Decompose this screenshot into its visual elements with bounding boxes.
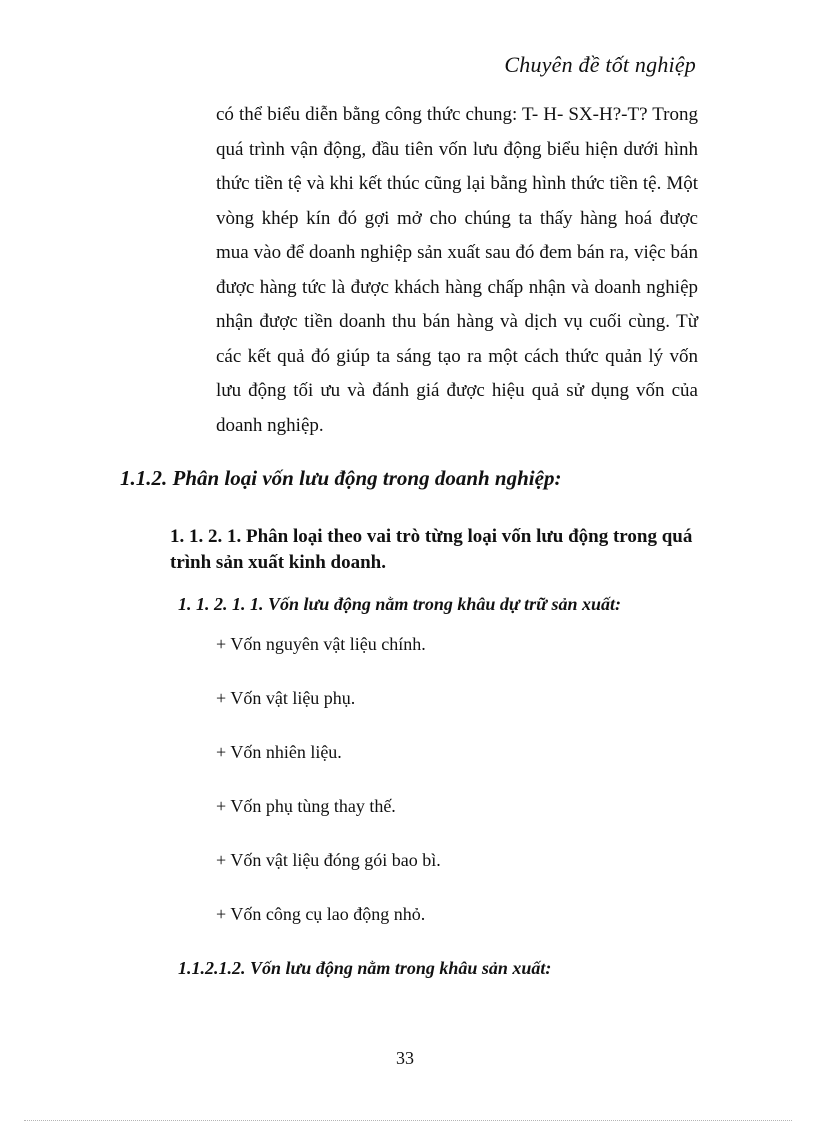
page-bottom-divider: [24, 1120, 792, 1121]
section-heading: 1.1.2. Phân loại vốn lưu động trong doanh nghiệp:: [120, 466, 562, 490]
subsubsection-heading-reserve: 1. 1. 2. 1. 1. Vốn lưu động nằm trong khâu dự trữ sản xuất:: [178, 594, 621, 614]
capital-type-list: [216, 632, 441, 956]
page-number: 33: [396, 1048, 414, 1068]
list-item: + Vốn phụ tùng thay thế.: [216, 796, 396, 816]
list-item: + Vốn vật liệu phụ.: [216, 688, 356, 708]
list-item: + Vốn nguyên vật liệu chính.: [216, 634, 426, 654]
running-header-title: Chuyên đề tốt nghiệp: [504, 52, 696, 77]
subsubsection-heading-production: 1.1.2.1.2. Vốn lưu động nằm trong khâu sản xuất:: [178, 958, 552, 978]
list-item: + Vốn vật liệu đóng gói bao bì.: [216, 850, 441, 870]
body-paragraph: có thể biểu diễn bằng công thức chung: T- H- SX-H?-T? Trong quá trình vận động, đầu tiên vốn lưu động biểu hiện dưới hình thức tiền tệ và khi kết thúc cũng lại bằng hình thức tiền tệ. Một vòng khép kín đó gợi mở cho chúng ta thấy hàng hoá được mua vào để doanh nghiệp sản xuất sau đó đem bán ra, việc bán được hàng tức là được khách hàng chấp nhận và doanh nghiệp nhận được tiền doanh thu bán hàng và dịch vụ cuối cùng. Từ các kết quả đó giúp ta sáng tạo ra một cách thức quản lý vốn lưu động tối ưu và đánh giá được hiệu quả sử dụng vốn của doanh nghiệp.: [216, 104, 698, 436]
list-item: + Vốn công cụ lao động nhỏ.: [216, 904, 426, 924]
list-item: + Vốn nhiên liệu.: [216, 742, 342, 762]
subsection-heading: 1. 1. 2. 1. Phân loại theo vai trò từng loại vốn lưu động trong quá trình sản xuất kinh doanh.: [170, 526, 693, 573]
